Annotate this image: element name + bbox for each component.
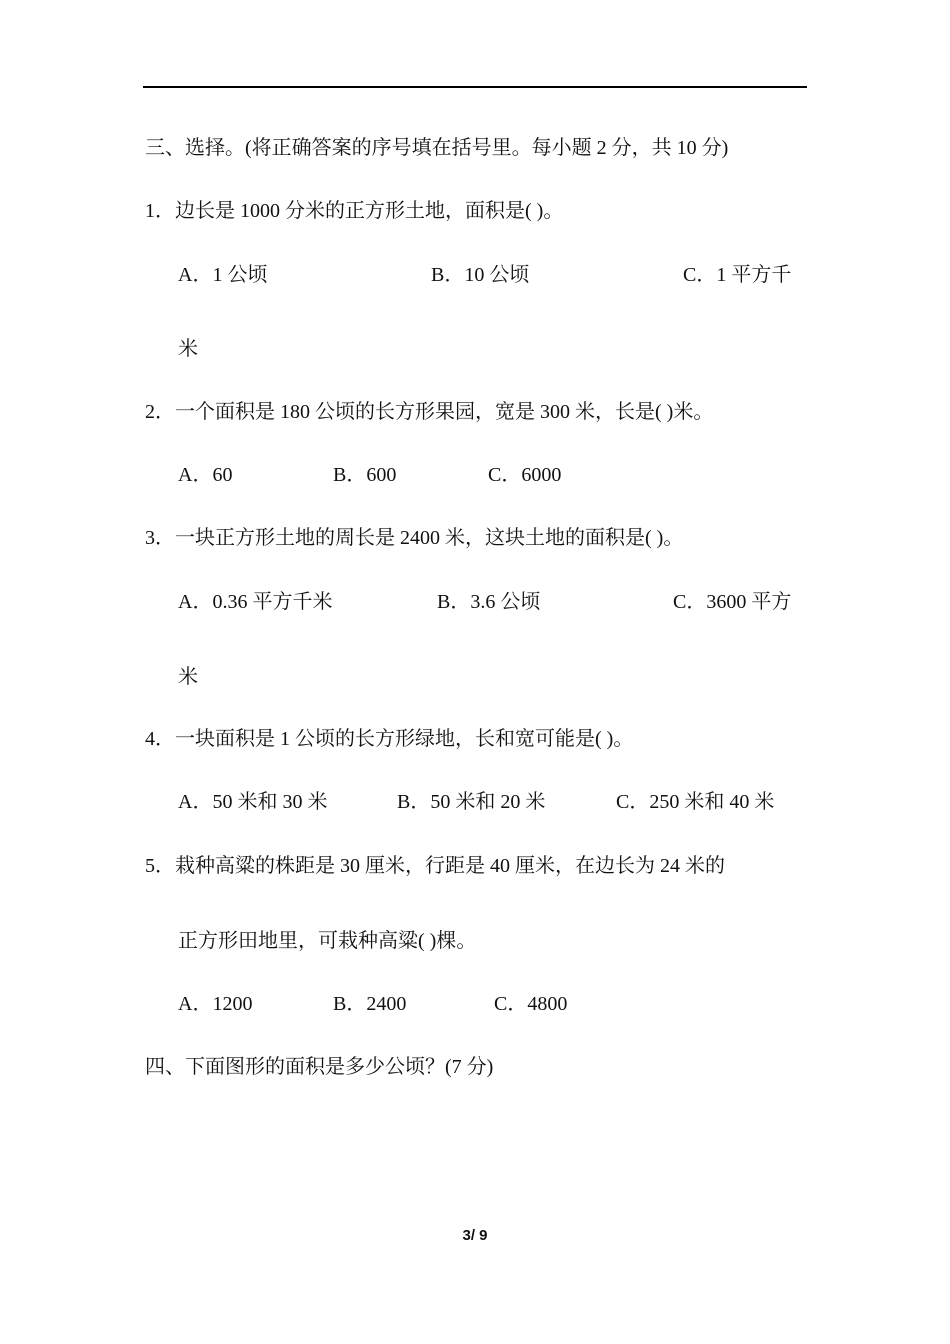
question-2-option-b: B．600: [333, 464, 397, 486]
question-1-option-b: B．10 公顷: [431, 264, 530, 286]
question-4-option-c: C．250 米和 40 米: [616, 791, 775, 813]
question-4-option-a: A．50 米和 30 米: [178, 791, 328, 813]
question-1-option-c: C．1 平方千: [683, 264, 792, 286]
question-5-option-a: A．1200: [178, 993, 253, 1015]
question-1-option-a: A．1 公顷: [178, 264, 268, 286]
question-1-option-c-wrap: 米: [178, 338, 198, 360]
question-3-option-c: C．3600 平方: [673, 591, 792, 613]
question-5-stem: 5．栽种高粱的株距是 30 厘米，行距是 40 厘米，在边长为 24 米的: [145, 855, 725, 877]
question-5-stem-continued: 正方形田地里，可栽种高粱( )棵。: [178, 930, 477, 952]
question-3-option-c-wrap: 米: [178, 666, 198, 688]
question-5-option-b: B．2400: [333, 993, 407, 1015]
question-4-option-b: B．50 米和 20 米: [397, 791, 546, 813]
question-3-option-a: A．0.36 平方千米: [178, 591, 333, 613]
question-1-stem: 1．边长是 1000 分米的正方形土地，面积是( )。: [145, 200, 564, 222]
header-rule: [143, 86, 807, 88]
question-2-stem: 2．一个面积是 180 公顷的长方形果园，宽是 300 米，长是( )米。: [145, 401, 714, 423]
question-5-option-c: C．4800: [494, 993, 568, 1015]
question-3-option-b: B．3.6 公顷: [437, 591, 541, 613]
page-number: 3/ 9: [462, 1227, 488, 1244]
question-3-stem: 3．一块正方形土地的周长是 2400 米，这块土地的面积是( )。: [145, 527, 684, 549]
question-4-stem: 4．一块面积是 1 公顷的长方形绿地，长和宽可能是( )。: [145, 728, 634, 750]
question-2-option-c: C．6000: [488, 464, 562, 486]
section-4-title: 四、下面图形的面积是多少公顷？(7 分): [145, 1056, 494, 1078]
question-2-option-a: A．60: [178, 464, 233, 486]
section-3-title: 三、选择。(将正确答案的序号填在括号里。每小题 2 分，共 10 分): [145, 137, 729, 159]
